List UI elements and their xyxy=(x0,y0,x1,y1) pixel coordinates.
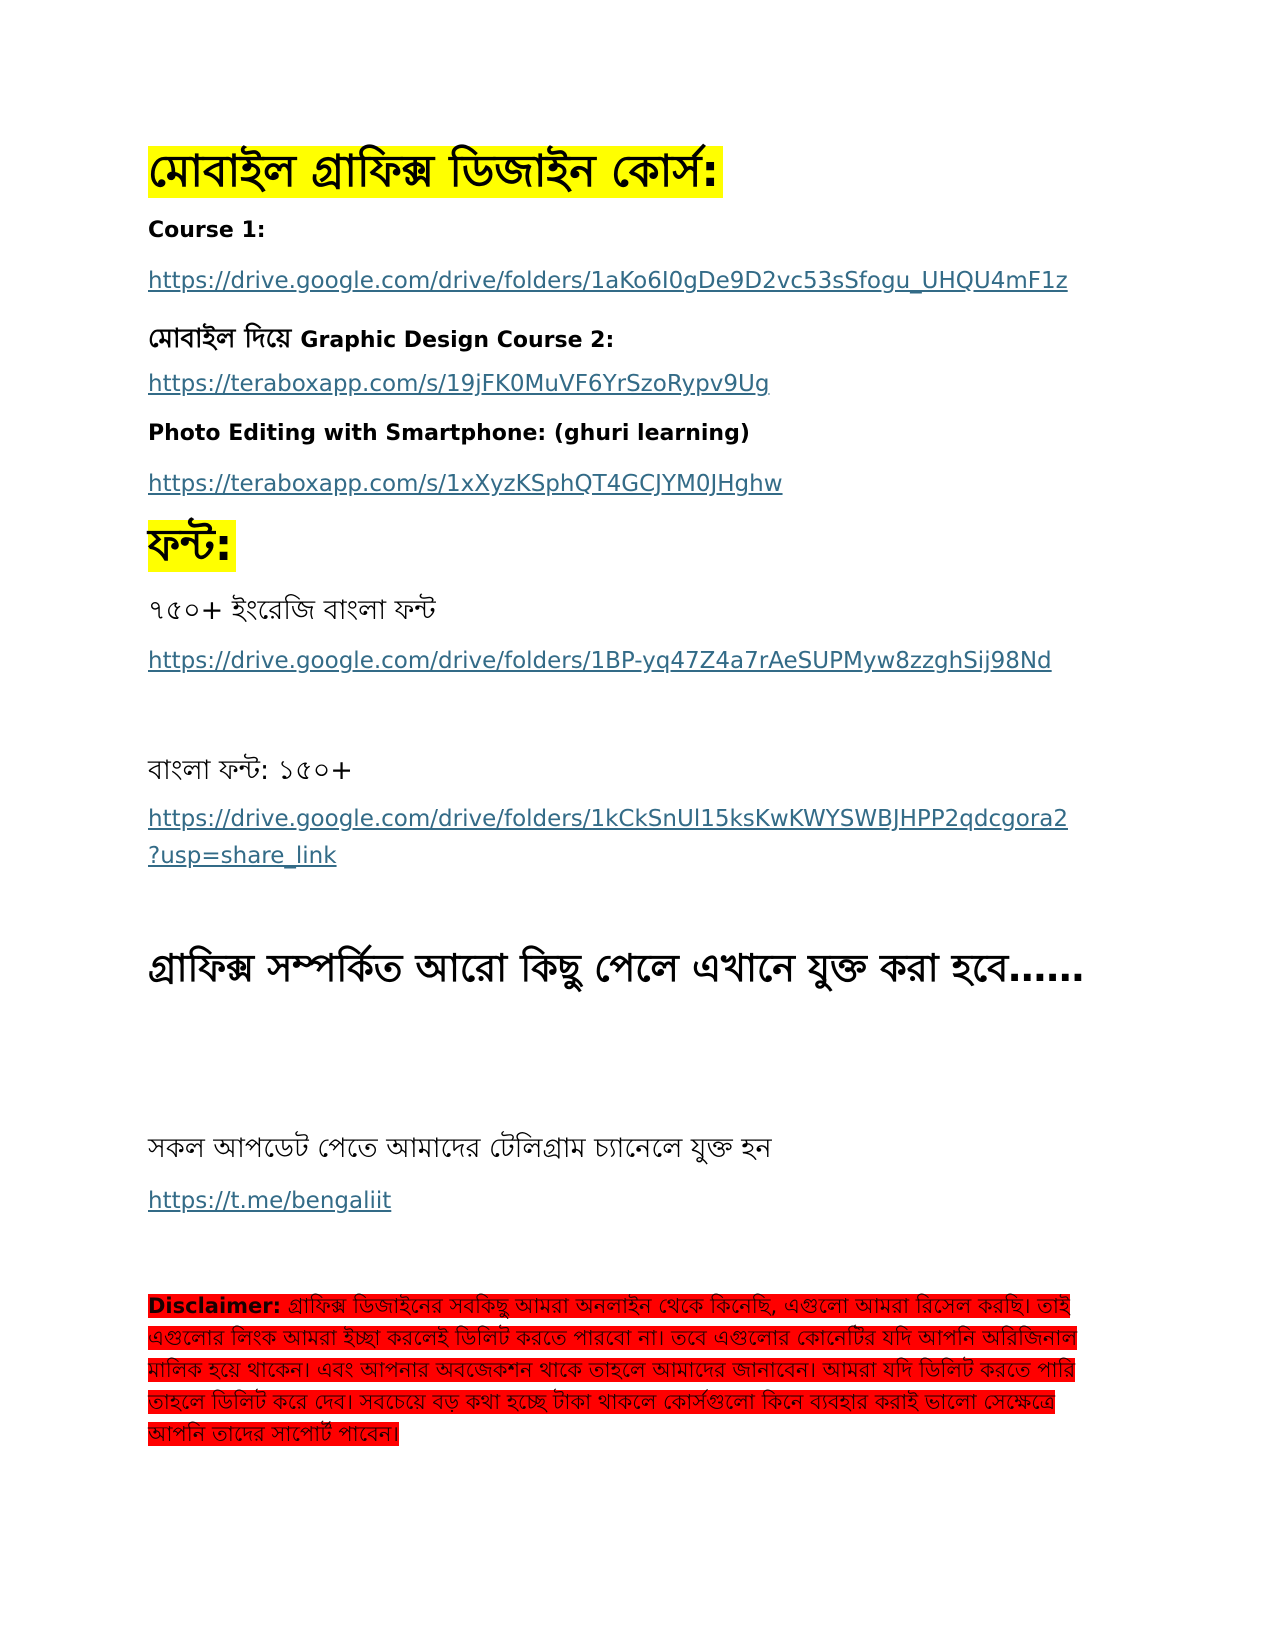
disclaimer xyxy=(148,1290,1078,1450)
telegram-link[interactable]: https://t.me/bengaliit xyxy=(148,1188,392,1214)
fonts2-link-line1[interactable]: https://drive.google.com/drive/folders/1kCkSnUl15ksKwKWYSWBJHPP2qdcgora2 xyxy=(148,806,1068,832)
mobile-graphics-course-title xyxy=(148,146,723,198)
fonts-title-highlight: ফন্ট: xyxy=(148,520,236,572)
fonts2-link-line2[interactable]: ?usp=share_link xyxy=(148,843,337,869)
course2-label-en: Graphic Design Course 2: xyxy=(300,328,615,353)
fonts2-label: বাংলা ফন্ট: ১৫০+ xyxy=(148,755,353,786)
photo-editing-link[interactable]: https://teraboxapp.com/s/1xXyzKSphQT4GCJYM0JHghw xyxy=(148,471,783,497)
fonts1-label: ৭৫০+ ইংরেজি বাংলা ফন্ট xyxy=(148,595,436,626)
disclaimer-label: Disclaimer: xyxy=(148,1294,282,1318)
disclaimer-text: গ্রাফিক্স ডিজাইনের সবকিছু আমরা অনলাইন থেকে কিনেছি, এগুলো আমরা রিসেল করছি। তাই এগুলোর লিংক আমরা ইচ্ছা করলেই ডিলিট করতে পারবো না। তবে এগুলোর কোনেটির যদি আপনি অরিজিনাল মালিক হয়ে থাকেন। এবং আপনার অবজেকশন থাকে তাহলে আমাদের জানাবেন। আমরা যদি ডিলিট করতে পারি তাহলে ডিলিট করে দেব। সবচেয়ে বড় কথা হচ্ছে টাকা থাকলে কোর্সগুলো কিনে ব্যবহার করাই ভালো সেক্ষেত্রে আপনি তাদের সাপোর্ট পাবেন। xyxy=(148,1294,1078,1446)
course2-label-bn: মোবাইল দিয়ে xyxy=(148,324,301,354)
disclaimer-highlight xyxy=(148,1294,1077,1446)
telegram-text: সকল আপডেট পেতে আমাদের টেলিগ্রাম চ্যানেলে যুক্ত হন xyxy=(148,1133,772,1164)
course2-label xyxy=(148,318,614,362)
course1-link[interactable]: https://drive.google.com/drive/folders/1aKo6I0gDe9D2vc53sSfogu_UHQU4mF1z xyxy=(148,268,1068,294)
fonts-title xyxy=(148,520,236,572)
photo-editing-label: Photo Editing with Smartphone: (ghuri learning) xyxy=(148,421,750,446)
title-highlight: মোবাইল গ্রাফিক্স ডিজাইন কোর্স: xyxy=(148,146,723,198)
course1-label: Course 1: xyxy=(148,218,266,243)
fonts1-link[interactable]: https://drive.google.com/drive/folders/1BP-yq47Z4a7rAeSUPMyw8zzghSij98Nd xyxy=(148,648,1052,674)
course2-link[interactable]: https://teraboxapp.com/s/19jFK0MuVF6YrSzoRypv9Ug xyxy=(148,371,770,397)
more-graphics-heading: গ্রাফিক্স সম্পর্কিত আরো কিছু পেলে এখানে যুক্ত করা হবে…… xyxy=(148,946,1085,990)
